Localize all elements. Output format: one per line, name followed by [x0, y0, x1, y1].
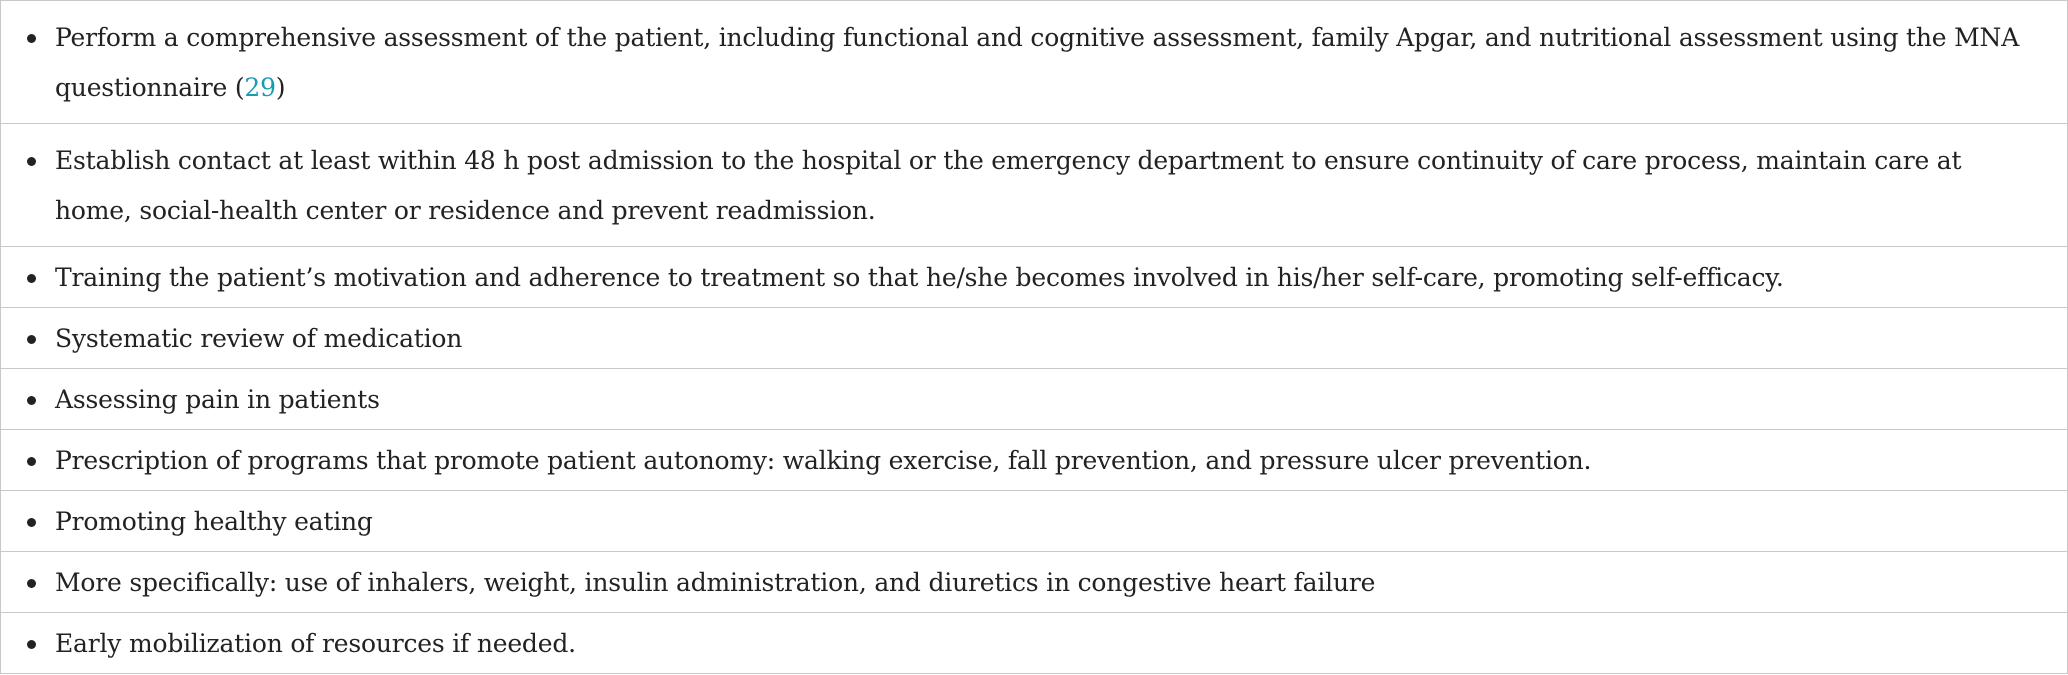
table-cell	[1, 430, 2068, 491]
table-row	[1, 491, 2068, 552]
table-cell	[1, 552, 2068, 613]
table-row	[1, 247, 2068, 308]
bullet-icon	[27, 34, 36, 43]
list-item	[1, 491, 2067, 551]
table-cell	[1, 124, 2068, 247]
list-item	[1, 552, 2067, 612]
table-cell	[1, 1, 2068, 124]
table-row	[1, 430, 2068, 491]
reference-link[interactable]: 29	[244, 73, 276, 102]
item-text: Training the patient’s motivation and adherence to treatment so that he/she becomes involved in his/her self-care, promoting self-efficacy.	[55, 263, 1784, 292]
table-row	[1, 1, 2068, 124]
item-text: Establish contact at least within 48 h post admission to the hospital or the emergency department to ensure continuity of care process, maintain care at home, social-health center or residence and prevent readmission.	[55, 146, 1962, 225]
table-cell	[1, 308, 2068, 369]
item-text: More specifically: use of inhalers, weight, insulin administration, and diuretics in congestive heart failure	[55, 568, 1376, 597]
list-item	[1, 247, 2067, 307]
list-item	[1, 124, 2067, 246]
bullet-icon	[27, 157, 36, 166]
item-text: Early mobilization of resources if needed.	[55, 629, 576, 658]
table-row	[1, 369, 2068, 430]
item-text: Prescription of programs that promote patient autonomy: walking exercise, fall prevention, and pressure ulcer prevention.	[55, 446, 1592, 475]
table-cell	[1, 491, 2068, 552]
item-text: Systematic review of medication	[55, 324, 463, 353]
table-cell	[1, 613, 2068, 674]
item-text: Promoting healthy eating	[55, 507, 373, 536]
list-item	[1, 308, 2067, 368]
item-text: Assessing pain in patients	[55, 385, 380, 414]
bullet-icon	[27, 274, 36, 283]
table-row	[1, 552, 2068, 613]
table-cell	[1, 247, 2068, 308]
table-cell	[1, 369, 2068, 430]
list-item	[1, 1, 2067, 123]
list-item	[1, 613, 2067, 673]
bullet-icon	[27, 335, 36, 344]
item-text: Perform a comprehensive assessment of the patient, including functional and cognitive assessment, family Apgar, and nutritional assessment using the MNA questionnaire (	[55, 23, 2020, 102]
bullet-icon	[27, 640, 36, 649]
item-text-suffix: )	[275, 73, 286, 102]
table-row	[1, 124, 2068, 247]
table-row	[1, 613, 2068, 674]
list-item	[1, 369, 2067, 429]
bullet-icon	[27, 457, 36, 466]
list-item	[1, 430, 2067, 490]
bullet-icon	[27, 518, 36, 527]
bullet-icon	[27, 396, 36, 405]
table-row	[1, 308, 2068, 369]
bullet-icon	[27, 579, 36, 588]
